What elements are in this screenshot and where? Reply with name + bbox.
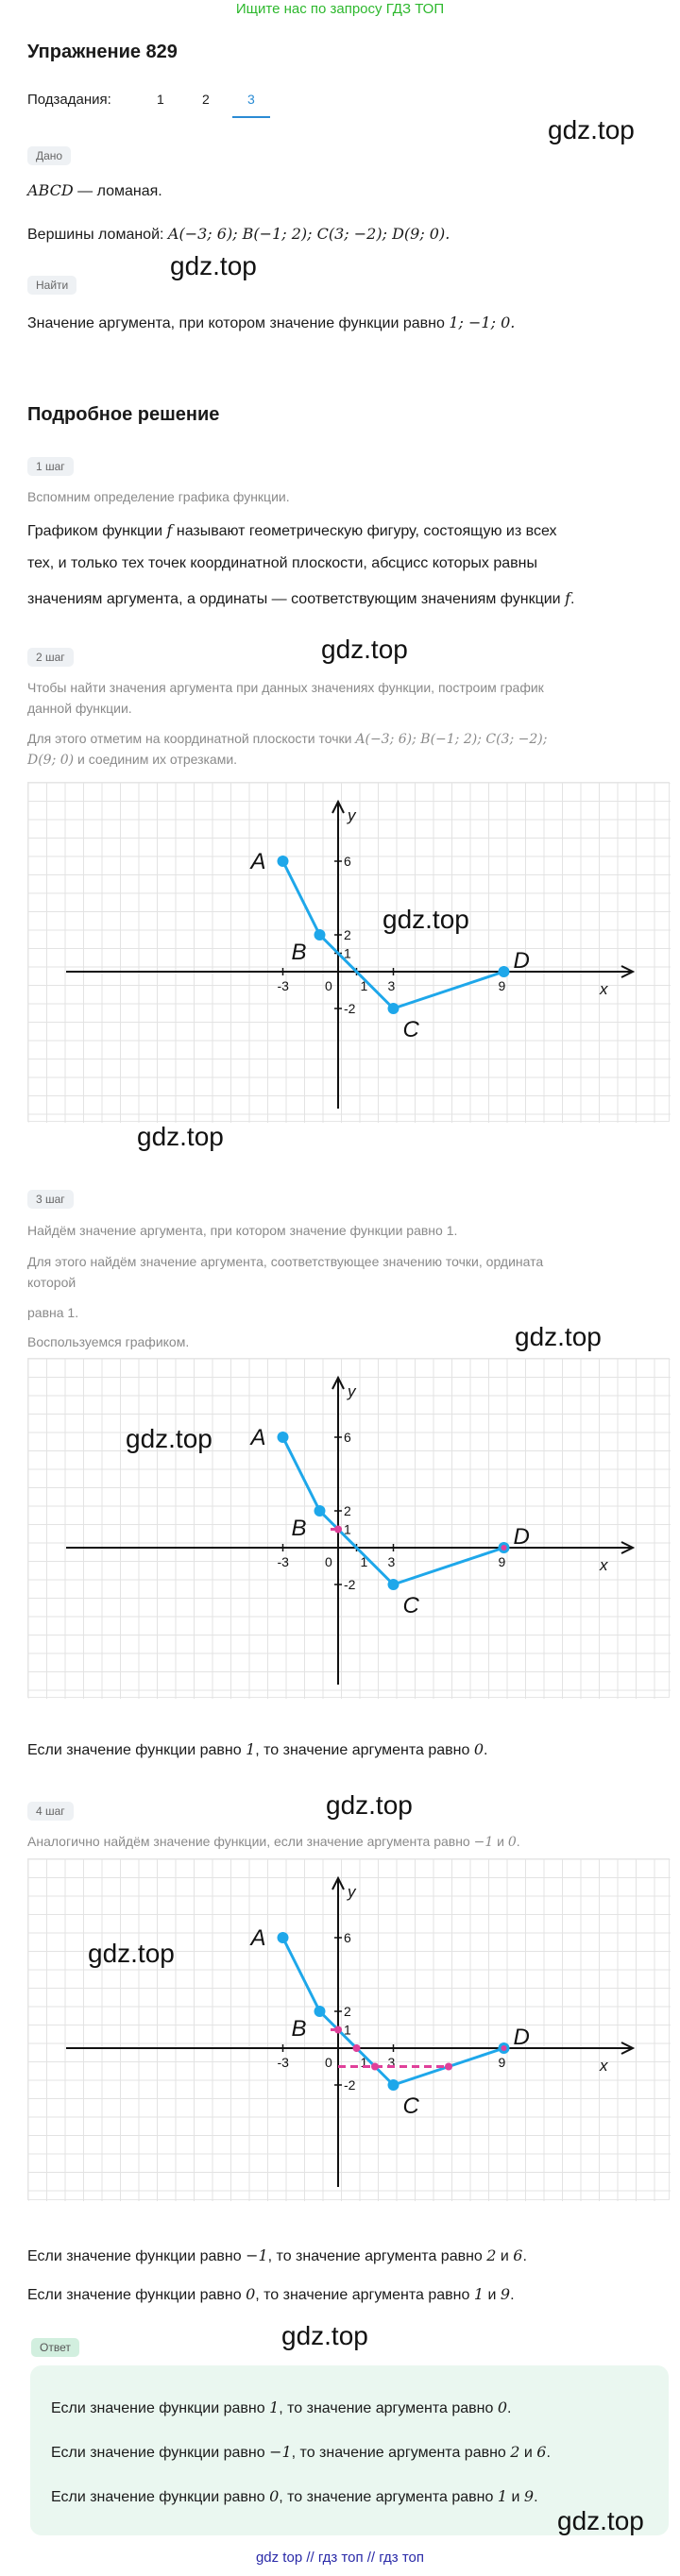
vertex-point: [314, 929, 326, 941]
answer-line-2: [51, 2443, 551, 2462]
graph-3: [27, 1858, 670, 2200]
vertex-label: D: [513, 948, 530, 974]
y-axis-label: y: [348, 806, 356, 824]
step-1-tag: 1 шаг: [27, 457, 74, 476]
given-line-1-math: ABCD: [27, 181, 74, 199]
tab-subtask-3[interactable]: 3: [247, 92, 255, 107]
step-4-note-m2: 0: [507, 1835, 517, 1850]
step-1-line-3: [27, 589, 574, 608]
given-line-2-text: Вершины ломаной:: [27, 227, 168, 243]
given-line-1: [27, 181, 162, 200]
tab-subtask-2[interactable]: 2: [202, 92, 210, 107]
step-4-result-2: [27, 2285, 515, 2304]
answer-l2-d: .: [546, 2445, 551, 2461]
x-tick-label: 3: [387, 2055, 396, 2070]
step-1-line-3a: значениям аргумента, а ординаты — соответствующим значениям функции: [27, 591, 566, 607]
vertex-point: [278, 1432, 289, 1443]
watermark: gdz.top: [137, 1122, 224, 1151]
step-1-line-1-math: f: [166, 521, 173, 539]
y-tick-label: -2: [344, 1001, 356, 1016]
vertex-label: A: [250, 849, 266, 874]
step-3-result-a: Если значение функции равно: [27, 1742, 246, 1758]
given-tag: Дано: [27, 146, 71, 165]
solution-title: Подробное решение: [27, 404, 220, 425]
vertex-label: B: [291, 940, 307, 965]
find-text: [27, 314, 515, 332]
find-text-plain: Значение аргумента, при котором значение функции равно: [27, 315, 450, 331]
y-tick-label: 1: [344, 1521, 351, 1537]
step-1-line-3b: .: [570, 591, 575, 607]
step-3-note-2: Для этого найдём значение аргумента, соответствующее значению точки, ордината: [27, 1254, 544, 1269]
watermark: gdz.top: [548, 115, 635, 144]
step-2-note-4: [27, 749, 237, 771]
answer-line-1: [51, 2398, 512, 2417]
vertex-label: C: [402, 2093, 419, 2119]
step-2-note-1: Чтобы найти значения аргумента при данных значениях функции, построим график: [27, 680, 544, 695]
x-tick-label: 1: [360, 1554, 368, 1569]
step-3-result-m2: 0: [473, 1740, 484, 1758]
x-tick-label: -3: [277, 978, 289, 993]
step-4-note-a: Аналогично найдём значение функции, если значение аргумента равно: [27, 1834, 474, 1849]
vertex-label: A: [250, 1425, 266, 1450]
given-line-1-text: — ломаная.: [73, 183, 162, 199]
answer-l3-m1: 0: [269, 2487, 280, 2505]
step-4-r1-m2: 2: [486, 2246, 497, 2264]
x-tick-label: 0: [325, 1554, 332, 1569]
step-1-line-1b: называют геометрическую фигуру, состоящую из всех: [172, 523, 557, 539]
y-tick-label: 1: [344, 945, 351, 961]
vertex-point: [388, 1579, 400, 1590]
x-tick-label: 3: [387, 978, 396, 993]
step-4-r2-a: Если значение функции равно: [27, 2287, 246, 2303]
answer-l3-m2: 1: [497, 2487, 508, 2505]
x-tick-label: -3: [277, 2055, 289, 2070]
y-tick-label: -2: [344, 2077, 356, 2093]
vertex-label: C: [402, 1593, 419, 1618]
step-4-r2-b: , то значение аргумента равно: [255, 2287, 474, 2303]
step-4-r2-m1: 0: [246, 2285, 256, 2303]
y-tick-label: 6: [344, 1930, 351, 1945]
top-banner[interactable]: Ищите нас по запросу ГДЗ ТОП: [235, 1, 445, 17]
step-3-result-b: , то значение аргумента равно: [255, 1742, 474, 1758]
step-3-result: [27, 1740, 488, 1759]
watermark: gdz.top: [170, 251, 257, 280]
x-tick-label: 9: [498, 2055, 506, 2070]
watermark: gdz.top: [326, 1790, 413, 1820]
x-tick-label: 1: [360, 978, 368, 993]
graph-1-svg: [28, 783, 671, 1123]
step-2-tag: 2 шаг: [27, 648, 74, 667]
find-text-math: 1; −1; 0.: [449, 314, 516, 331]
find-tag: Найти: [27, 276, 76, 295]
step-2-note-4-math: D(9; 0): [27, 753, 75, 768]
y-tick-label: 2: [344, 927, 351, 942]
tab-subtask-1[interactable]: 1: [157, 92, 164, 107]
answer-l3-b: , то значение аргумента равно: [279, 2489, 498, 2505]
step-2-note-2: данной функции.: [27, 701, 132, 716]
watermark: gdz.top: [557, 2506, 644, 2535]
x-tick-label: 9: [498, 978, 506, 993]
step-3-tag: 3 шаг: [27, 1190, 74, 1209]
step-4-r1-c: и: [496, 2248, 514, 2264]
answer-l1-b: , то значение аргумента равно: [279, 2400, 498, 2416]
x-axis-label: x: [600, 980, 608, 998]
answer-l2-m1: −1: [269, 2443, 292, 2461]
graph-1: [27, 782, 670, 1122]
active-tab-underline: [232, 116, 270, 118]
y-tick-label: 1: [344, 2022, 351, 2038]
x-tick-label: 3: [387, 1554, 396, 1569]
y-tick-label: -2: [344, 1577, 356, 1592]
vertex-label: B: [291, 1516, 307, 1541]
answer-l1-c: .: [507, 2400, 512, 2416]
step-4-r2-c: и: [484, 2287, 501, 2303]
x-axis-label: x: [600, 1556, 608, 1574]
answer-l1-m1: 1: [269, 2398, 280, 2416]
step-2-note-4b: и соединим их отрезками.: [74, 752, 238, 767]
level-minus-1-marker: [371, 2063, 379, 2071]
x-axis-label: x: [600, 2057, 608, 2075]
y-axis-label: y: [348, 1883, 356, 1901]
graph-2: [27, 1358, 670, 1698]
level-0-marker: [353, 2044, 361, 2052]
step-3-result-c: .: [484, 1742, 488, 1758]
step-3-note-3: которой: [27, 1275, 76, 1290]
vertex-label: C: [402, 1017, 419, 1042]
answer-l1-a: Если значение функции равно: [51, 2400, 270, 2416]
vertex-point-marker: [502, 1545, 507, 1551]
step-4-r1-m1: −1: [246, 2246, 268, 2264]
step-4-r2-m3: 9: [500, 2285, 511, 2303]
step-1-note: Вспомним определение графика функции.: [27, 489, 290, 504]
watermark: gdz.top: [88, 1939, 175, 1968]
answer-l1-m2: 0: [497, 2398, 508, 2416]
step-4-r1-a: Если значение функции равно: [27, 2248, 246, 2264]
answer-tag: Ответ: [31, 2338, 79, 2357]
graph-2-svg: [28, 1359, 671, 1699]
step-1-line-1a: Графиком функции: [27, 523, 167, 539]
step-3-note-1: Найдём значение аргумента, при котором значение функции равно 1.: [27, 1223, 458, 1238]
answer-l2-a: Если значение функции равно: [51, 2445, 270, 2461]
y-tick-label: 6: [344, 854, 351, 869]
vertex-label: D: [513, 2025, 530, 2050]
vertex-point: [388, 2079, 400, 2091]
answer-l3-m3: 9: [523, 2487, 535, 2505]
step-3-result-m1: 1: [246, 1740, 256, 1758]
x-tick-label: 0: [325, 2055, 332, 2070]
step-4-r2-d: .: [510, 2287, 515, 2303]
watermark: gdz.top: [382, 905, 469, 934]
vertex-point: [314, 1505, 326, 1517]
watermark: gdz.top: [126, 1424, 212, 1453]
answer-l2-c: и: [519, 2445, 537, 2461]
page-title: Упражнение 829: [27, 42, 178, 62]
x-tick-label: 9: [498, 1554, 506, 1569]
given-line-2-math: A(−3; 6); B(−1; 2); C(3; −2); D(9; 0).: [167, 225, 450, 243]
x-tick-label: -3: [277, 1554, 289, 1569]
vertex-point: [314, 2006, 326, 2017]
answer-l2-m2: 2: [510, 2443, 520, 2461]
step-4-note-m: −1: [473, 1835, 494, 1850]
step-2-note-3a: Для этого отметим на координатной плоскости точки: [27, 731, 356, 746]
vertex-point-marker: [502, 2045, 507, 2051]
y-tick-label: 2: [344, 2004, 351, 2019]
step-1-line-1: [27, 521, 557, 540]
step-4-note-b: и: [493, 1834, 508, 1849]
vertex-point: [499, 966, 510, 977]
step-4-r1-m3: 6: [513, 2246, 523, 2264]
graph-3-svg: [28, 1859, 671, 2201]
level-minus-1-marker: [445, 2063, 452, 2071]
subtasks-label: Подзадания:: [27, 92, 111, 108]
step-4-r2-m2: 1: [473, 2285, 484, 2303]
level-1-marker: [334, 2026, 342, 2034]
step-4-note: [27, 1831, 520, 1853]
watermark: gdz.top: [281, 2321, 368, 2350]
answer-l3-c: и: [507, 2489, 524, 2505]
answer-l2-b: , то значение аргумента равно: [291, 2445, 511, 2461]
answer-l3-d: .: [534, 2489, 538, 2505]
step-1-line-3-math: f: [565, 589, 570, 607]
x-tick-label: 1: [360, 2055, 368, 2070]
step-3-note-5: Воспользуемся графиком.: [27, 1334, 190, 1349]
step-4-result-1: [27, 2246, 527, 2265]
step-4-note-c: .: [516, 1834, 520, 1849]
vertex-point: [278, 1932, 289, 1943]
y-tick-label: 2: [344, 1503, 351, 1518]
step-4-tag: 4 шаг: [27, 1802, 74, 1821]
answer-l2-m3: 6: [536, 2443, 547, 2461]
answer-line-3: [51, 2487, 538, 2506]
step-1-line-2: тех, и только тех точек координатной плоскости, абсцисс которых равны: [27, 555, 537, 571]
step-3-note-4: равна 1.: [27, 1305, 79, 1320]
answer-l3-a: Если значение функции равно: [51, 2489, 270, 2505]
step-4-r1-b: , то значение аргумента равно: [267, 2248, 487, 2264]
watermark: gdz.top: [321, 635, 408, 664]
step-4-r1-d: .: [522, 2248, 527, 2264]
vertex-point: [388, 1003, 400, 1014]
step-2-note-3-math: A(−3; 6); B(−1; 2); C(3; −2);: [355, 732, 548, 747]
level-1-marker: [334, 1526, 342, 1534]
x-tick-label: 0: [325, 978, 332, 993]
step-2-note-3: [27, 728, 547, 750]
footer-links[interactable]: gdz top // гдз топ // гдз топ: [255, 2550, 425, 2566]
watermark: gdz.top: [515, 1322, 602, 1351]
y-axis-label: y: [348, 1382, 356, 1400]
vertex-label: A: [250, 1925, 266, 1951]
y-tick-label: 6: [344, 1430, 351, 1445]
given-line-2: [27, 225, 450, 244]
vertex-point: [278, 856, 289, 867]
vertex-label: B: [291, 2016, 307, 2042]
vertex-label: D: [513, 1524, 530, 1550]
